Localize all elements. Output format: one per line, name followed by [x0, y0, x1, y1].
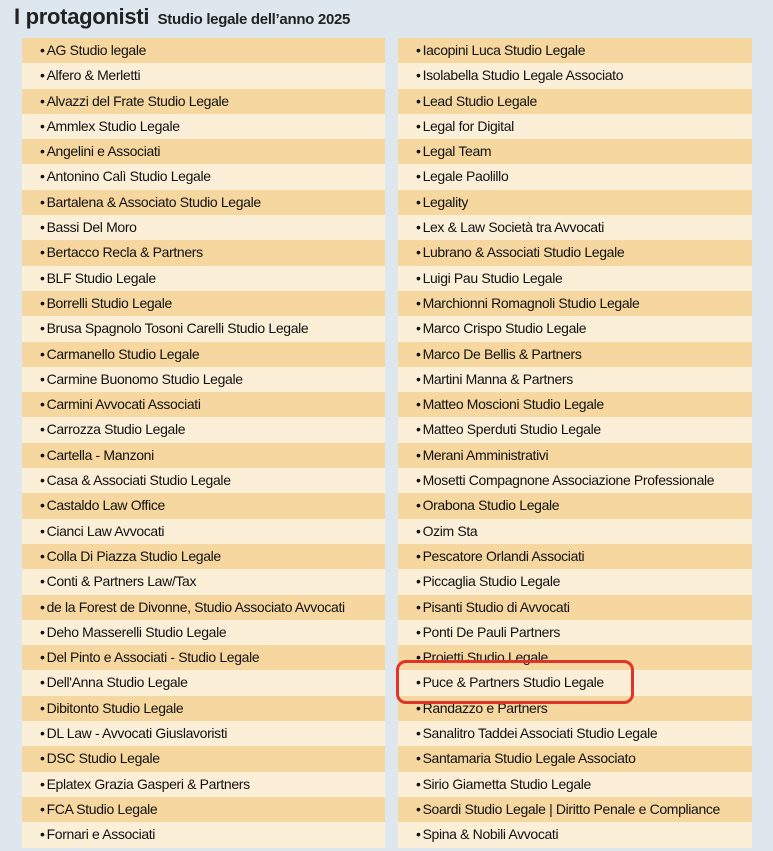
list-item: • Lubrano & Associati Studio Legale — [398, 240, 752, 265]
list-item: • Carmanello Studio Legale — [22, 342, 385, 367]
list-item: • Alvazzi del Frate Studio Legale — [22, 89, 385, 114]
list-item: • Proietti Studio Legale — [398, 645, 752, 670]
list-item: • Carmine Buonomo Studio Legale — [22, 367, 385, 392]
list-item: • Conti & Partners Law/Tax — [22, 569, 385, 594]
list-item: • AG Studio legale — [22, 38, 385, 63]
list-item: • Del Pinto e Associati - Studio Legale — [22, 645, 385, 670]
list-item: • Fornari e Associati — [22, 822, 385, 847]
list-item: • Casa & Associati Studio Legale — [22, 468, 385, 493]
list-item: • Colla Di Piazza Studio Legale — [22, 544, 385, 569]
list-item: • Legale Paolillo — [398, 164, 752, 189]
page-subtitle: Studio legale dell’anno 2025 — [157, 11, 351, 28]
list-item: • Eplatex Grazia Gasperi & Partners — [22, 772, 385, 797]
list-item: • Legal Team — [398, 139, 752, 164]
list-item: • Lead Studio Legale — [398, 89, 752, 114]
list-item: • Legal for Digital — [398, 114, 752, 139]
list-item: • Martini Manna & Partners — [398, 367, 752, 392]
list-item: • Sanalitro Taddei Associati Studio Legale — [398, 721, 752, 746]
page-title: I protagonisti — [14, 4, 150, 29]
list-item: • Pescatore Orlandi Associati — [398, 544, 752, 569]
list-item: • Spina & Nobili Avvocati — [398, 822, 752, 847]
list-item: • Soardi Studio Legale | Diritto Penale e Compliance — [398, 797, 752, 822]
right-column — [398, 38, 752, 848]
list-item: • Isolabella Studio Legale Associato — [398, 63, 752, 88]
list-item: • FCA Studio Legale — [22, 797, 385, 822]
list-item: • Angelini e Associati — [22, 139, 385, 164]
list-item: • Castaldo Law Office — [22, 493, 385, 518]
list-item: • Mosetti Compagnone Associazione Professionale — [398, 468, 752, 493]
list-item: • DL Law - Avvocati Giuslavoristi — [22, 721, 385, 746]
list-item: • Piccaglia Studio Legale — [398, 569, 752, 594]
list-item: • Dell'Anna Studio Legale — [22, 670, 385, 695]
list-item: • Iacopini Luca Studio Legale — [398, 38, 752, 63]
list-item: • Matteo Sperduti Studio Legale — [398, 417, 752, 442]
list-item: • Alfero & Merletti — [22, 63, 385, 88]
list-item: • Ponti De Pauli Partners — [398, 620, 752, 645]
list-item: • Santamaria Studio Legale Associato — [398, 746, 752, 771]
list-item: • Orabona Studio Legale — [398, 493, 752, 518]
page-header — [14, 4, 350, 34]
list-item: • BLF Studio Legale — [22, 266, 385, 291]
list-item: • Matteo Moscioni Studio Legale — [398, 392, 752, 417]
list-item: • Bartalena & Associato Studio Legale — [22, 190, 385, 215]
list-item: • Lex & Law Società tra Avvocati — [398, 215, 752, 240]
list-item: • Antonino Calì Studio Legale — [22, 164, 385, 189]
list-item: • Cartella - Manzoni — [22, 443, 385, 468]
list-item: • Randazzo e Partners — [398, 696, 752, 721]
left-column — [22, 38, 385, 848]
list-item: • Legality — [398, 190, 752, 215]
list-item: • Pisanti Studio di Avvocati — [398, 595, 752, 620]
list-item: • Ammlex Studio Legale — [22, 114, 385, 139]
list-item: • Bertacco Recla & Partners — [22, 240, 385, 265]
list-item: • Marco Crispo Studio Legale — [398, 316, 752, 341]
list-item: • Sirio Giametta Studio Legale — [398, 772, 752, 797]
list-item: • Deho Masserelli Studio Legale — [22, 620, 385, 645]
list-item: • Brusa Spagnolo Tosoni Carelli Studio Legale — [22, 316, 385, 341]
list-item: • de la Forest de Divonne, Studio Associato Avvocati — [22, 595, 385, 620]
list-item: • Merani Amministrativi — [398, 443, 752, 468]
list-item: • Marchionni Romagnoli Studio Legale — [398, 291, 752, 316]
list-item: • DSC Studio Legale — [22, 746, 385, 771]
list-item: • Borrelli Studio Legale — [22, 291, 385, 316]
list-item: • Ozim Sta — [398, 519, 752, 544]
list-item: • Marco De Bellis & Partners — [398, 342, 752, 367]
list-item: • Bassi Del Moro — [22, 215, 385, 240]
list-item: • Cianci Law Avvocati — [22, 519, 385, 544]
list-item: • Luigi Pau Studio Legale — [398, 266, 752, 291]
list-item: • Puce & Partners Studio Legale — [398, 670, 752, 695]
list-item: • Dibitonto Studio Legale — [22, 696, 385, 721]
list-item: • Carrozza Studio Legale — [22, 417, 385, 442]
list-item: • Carmini Avvocati Associati — [22, 392, 385, 417]
